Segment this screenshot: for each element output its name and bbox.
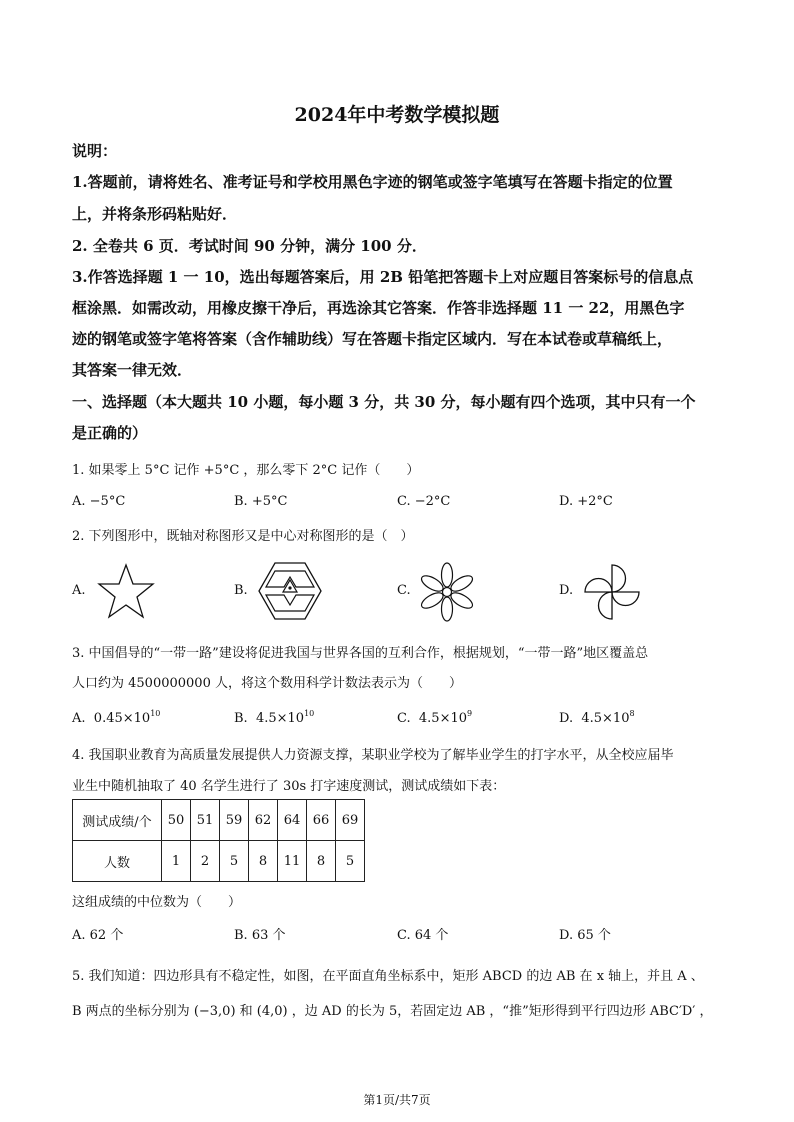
question-4-ask: 这组成绩的中位数为（ ） <box>72 895 242 910</box>
pinwheel-icon <box>580 560 644 624</box>
hexagon-triangle-icon <box>256 560 324 622</box>
q4-option-a: A. 62 个 <box>72 928 124 943</box>
instruction-line: 迹的钢笔或签字笔将答案（含作辅助线）写在答题卡指定区域内．写在本试卷或草稿纸上， <box>72 330 673 348</box>
table-cell: 59 <box>220 800 249 841</box>
table-row <box>73 800 365 841</box>
option-label: B. <box>234 711 248 726</box>
option-label: A. <box>72 711 86 726</box>
q4-option-c: C. 64 个 <box>397 928 449 943</box>
q3-option-d <box>559 709 635 726</box>
option-base: 0.45×10 <box>93 711 151 726</box>
instruction-line: 2. 全卷共 6 页．考试时间 90 分钟，满分 100 分． <box>72 237 427 255</box>
option-base: 4.5×10 <box>418 711 467 726</box>
option-base: 4.5×10 <box>255 711 305 726</box>
option-exponent: 8 <box>629 709 635 718</box>
table-cell: 62 <box>249 800 278 841</box>
table-cell: 8 <box>249 841 278 882</box>
question-3-line: 3. 中国倡导的“一带一路”建设将促进我国与世界各国的互利合作，根据规划，“一带一路”地区覆盖总 <box>72 646 649 661</box>
table-cell: 5 <box>220 841 249 882</box>
q4-option-b: B. 63 个 <box>234 928 286 943</box>
q1-option-a: A. −5°C <box>72 494 126 509</box>
table-cell: 8 <box>307 841 336 882</box>
instruction-line: 其答案一律无效． <box>72 361 193 379</box>
q2-option-c: C. <box>397 583 411 598</box>
question-5-line: B 两点的坐标分别为 (−3,0) 和 (4,0) ，边 AD 的长为 5，若固定边 AB ，“推”矩形得到平行四边形 ABC′D′ ， <box>72 1004 713 1019</box>
table-cell: 66 <box>307 800 336 841</box>
q1-option-c: C. −2°C <box>397 494 451 509</box>
table-row <box>73 841 365 882</box>
option-exponent: 10 <box>304 709 315 718</box>
option-label: D. <box>559 711 574 726</box>
table-cell: 50 <box>162 800 191 841</box>
table-cell: 51 <box>191 800 220 841</box>
star-icon <box>96 562 156 622</box>
instructions-heading: 说明： <box>72 142 118 160</box>
q2-option-a: A. <box>72 583 86 598</box>
instruction-line: 1.答题前，请将姓名、准考证号和学校用黑色字迹的钢笔或签字笔填写在答题卡指定的位置 <box>72 173 673 191</box>
instruction-line: 框涂黑．如需改动，用橡皮擦干净后，再选涂其它答案．作答非选择题 11 一 22，用黑色字 <box>72 299 685 317</box>
section-heading: 一、选择题（本大题共 10 小题，每小题 3 分，共 30 分，每小题有四个选项，其中只有一个 <box>72 393 696 411</box>
option-exponent: 9 <box>467 709 473 718</box>
option-label: C. <box>397 711 411 726</box>
instruction-line: 3.作答选择题 1 一 10，选出每题答案后，用 2B 铅笔把答题卡上对应题目答案标号的信息点 <box>72 268 694 286</box>
question-5-line: 5. 我们知道：四边形具有不稳定性，如图，在平面直角坐标系中，矩形 ABCD 的边 AB 在 x 轴上，并且 A 、 <box>72 969 704 984</box>
q1-option-b: B. +5°C <box>234 494 288 509</box>
section-heading-cont: 是正确的） <box>72 424 148 442</box>
table-cell: 69 <box>336 800 365 841</box>
page-footer: 第1页/共7页 <box>363 1093 431 1107</box>
table-row-header: 测试成绩/个 <box>73 800 162 841</box>
q3-option-a <box>72 709 160 726</box>
q2-option-d: D. <box>559 583 574 598</box>
table-row-header: 人数 <box>73 841 162 882</box>
q3-option-b <box>234 709 314 726</box>
question-3-line: 人口约为 4500000000 人，将这个数用科学计数法表示为（ ） <box>72 676 462 691</box>
q3-option-c <box>397 709 472 726</box>
page-title: 2024年中考数学模拟题 <box>294 104 500 126</box>
question-4-line: 4. 我国职业教育为高质量发展提供人力资源支撑，某职业学校为了解毕业学生的打字水平，从全校应届毕 <box>72 748 674 763</box>
table-cell: 1 <box>162 841 191 882</box>
score-table <box>72 799 365 882</box>
question-4-line: 业生中随机抽取了 40 名学生进行了 30s 打字速度测试，测试成绩如下表： <box>72 779 506 794</box>
question-2-stem: 2. 下列图形中，既轴对称图形又是中心对称图形的是（ ） <box>72 529 414 544</box>
option-exponent: 10 <box>150 709 161 718</box>
table-cell: 2 <box>191 841 220 882</box>
instruction-line: 上，并将条形码粘贴好． <box>72 205 238 223</box>
q1-option-d: D. +2°C <box>559 494 613 509</box>
option-base: 4.5×10 <box>581 711 630 726</box>
table-cell: 5 <box>336 841 365 882</box>
question-1-stem: 1. 如果零上 5°C 记作 +5°C ，那么零下 2°C 记作（ ） <box>72 463 420 478</box>
table-cell: 11 <box>278 841 307 882</box>
q2-option-b: B. <box>234 583 248 598</box>
q4-option-d: D. 65 个 <box>559 928 611 943</box>
table-cell: 64 <box>278 800 307 841</box>
flower-icon <box>415 560 479 624</box>
